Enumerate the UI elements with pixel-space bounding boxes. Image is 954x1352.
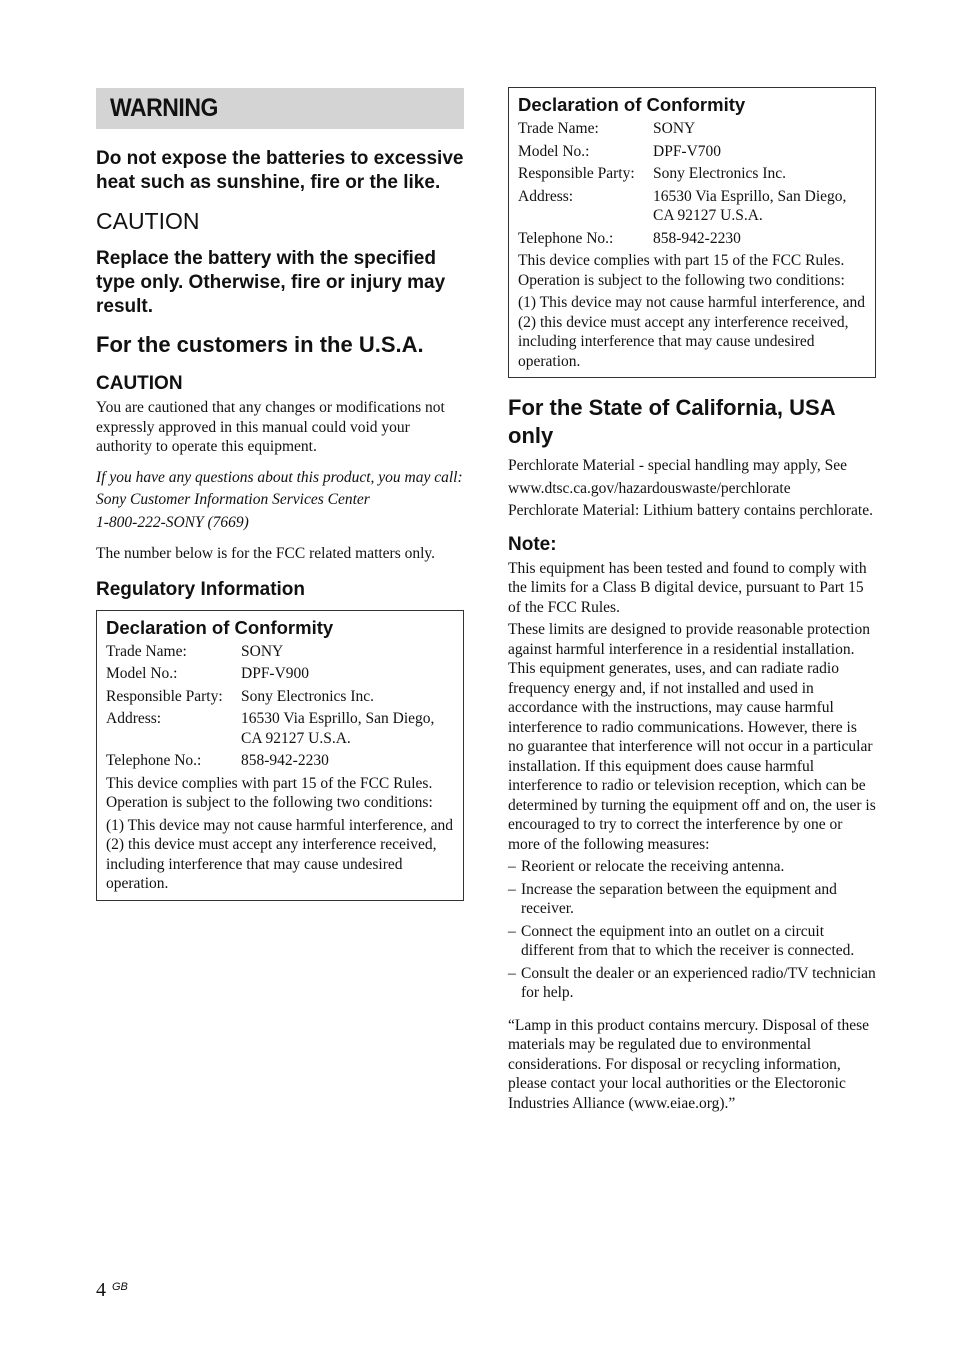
note-heading: Note: [508,533,557,555]
doc-row [106,751,454,771]
doc-row-value: DPF-V900 [241,665,310,682]
doc-row-label: Trade Name: [518,120,599,137]
warning-title: WARNING [110,93,218,122]
doc-conditions-text: (1) This device may not cause harmful interference, and (2) this device must accept any interference received, including interference that may cause undesired operation. [518,294,866,370]
doc-row [518,164,866,184]
doc-row-label: Address: [518,187,574,205]
doc-row-label: Address: [106,710,162,727]
doc-row [106,642,454,662]
declaration-title: Declaration of Conformity [518,94,746,115]
mercury-notice: “Lamp in this product contains mercury. Disposal of these materials may be regulated due to environmental considerations. For disposal or recycling information, please contact your local authorities or the Electoronic Industries Alliance (www.eiae.org).” [508,1016,870,1112]
list-item [508,922,876,961]
warning-text: Do not expose the batteries to excessive heat such as sunshine, fire or the like. [96,148,464,193]
perchlorate-text-2: Perchlorate Material: Lithium battery contains perchlorate. [508,502,873,519]
doc-compliance-text: This device complies with part 15 of the FCC Rules. Operation is subject to the following two conditions: [106,774,433,811]
list-dash: – [508,964,516,982]
left-column [96,87,464,901]
page-number: 4 [96,1279,106,1301]
doc-row [518,142,866,162]
doc-row-value: Sony Electronics Inc. [653,165,787,182]
usa-caution-heading: CAUTION [96,373,183,394]
declaration-box-v900 [96,610,464,901]
list-item-text: Increase the separation between the equipment and receiver. [521,880,837,917]
doc-row-value: Sony Electronics Inc. [241,687,375,705]
caution-text: Replace the battery with the specified type only. Otherwise, fire or injury may result. [96,248,446,317]
doc-row-label: Responsible Party: [106,687,223,705]
doc-row [518,187,866,226]
note-para-2: These limits are designed to provide reasonable protection against harmful interference in a residential installation. This equipment generates, uses, and can radiate radio frequency energy and, if not installed and used in accordance with the instructions, may cause harmful interference to radio communications. However, there is no guarantee that interference will not occur in a particular installation. If this equipment does cause harmful interference to radio or television reception, which can be determined by turning the equipment off and on, the user is encouraged to try to correct the interference by one or more of the following measures: [508,621,876,853]
doc-compliance-text: This device complies with part 15 of the FCC Rules. Operation is subject to the following two conditions: [518,252,845,289]
doc-row-value: 858-942-2230 [241,752,329,769]
doc-row [518,229,866,249]
measures-list [508,857,876,1003]
doc-row-value: SONY [653,120,696,137]
declaration-box-v700 [508,87,876,378]
list-item-text: Consult the dealer or an experienced radio/TV technician for help. [521,964,876,1001]
perchlorate-url: www.dtsc.ca.gov/hazardouswaste/perchlorate [508,479,791,497]
declaration-title: Declaration of Conformity [106,616,334,638]
doc-row-value: SONY [241,642,284,660]
center-phone: 1-800-222-SONY (7669) [96,513,249,531]
usa-caution-text: You are cautioned that any changes or modifications not expressly approved in this manual could void your authority to operate this equipment. [96,399,445,455]
list-item-text: Reorient or relocate the receiving antenna. [521,858,785,875]
doc-row-label: Telephone No.: [106,752,202,769]
list-dash: – [508,858,516,875]
list-dash: – [508,880,516,898]
doc-row-label: Telephone No.: [518,229,614,247]
caution-heading: CAUTION [96,208,200,234]
california-heading: For the State of California, USA only [508,395,835,448]
right-column [508,87,876,1113]
fcc-note: The number below is for the FCC related matters only. [96,545,436,562]
list-item [508,964,876,1003]
doc-row-label: Responsible Party: [518,165,635,182]
list-item [508,880,876,919]
doc-row [518,119,866,139]
warning-banner [96,88,464,129]
usa-heading: For the customers in the U.S.A. [96,332,424,357]
doc-row [106,687,454,707]
doc-row-value: 16530 Via Esprillo, San Diego, CA 92127 U.S.A. [241,710,435,747]
doc-row-label: Model No.: [106,665,178,682]
doc-row-value: 858-942-2230 [653,229,741,247]
regulatory-heading: Regulatory Information [96,578,306,600]
page-footer [96,1279,128,1302]
list-dash: – [508,922,516,940]
doc-row [106,709,454,748]
center-name: Sony Customer Information Services Center [96,491,370,508]
list-item-text: Connect the equipment into an outlet on a circuit different from that to which the receiver is connected. [521,922,855,959]
language-code: GB [112,1281,128,1293]
doc-row-label: Trade Name: [106,642,187,660]
questions-text: If you have any questions about this product, you may call: [96,468,463,486]
doc-conditions-text: (1) This device may not cause harmful interference, and (2) this device must accept any interference received, including interference that may cause undesired operation. [106,816,454,892]
note-para-1: This equipment has been tested and found to comply with the limits for a Class B digital device, pursuant to Part 15 of the FCC Rules. [508,559,867,616]
doc-row-value: 16530 Via Esprillo, San Diego, CA 92127 U.S.A. [653,187,847,224]
list-item [508,857,876,877]
doc-row-value: DPF-V700 [653,142,722,160]
doc-row-label: Model No.: [518,142,590,160]
doc-row [106,664,454,684]
perchlorate-text-1: Perchlorate Material - special handling may apply, See [508,457,848,474]
